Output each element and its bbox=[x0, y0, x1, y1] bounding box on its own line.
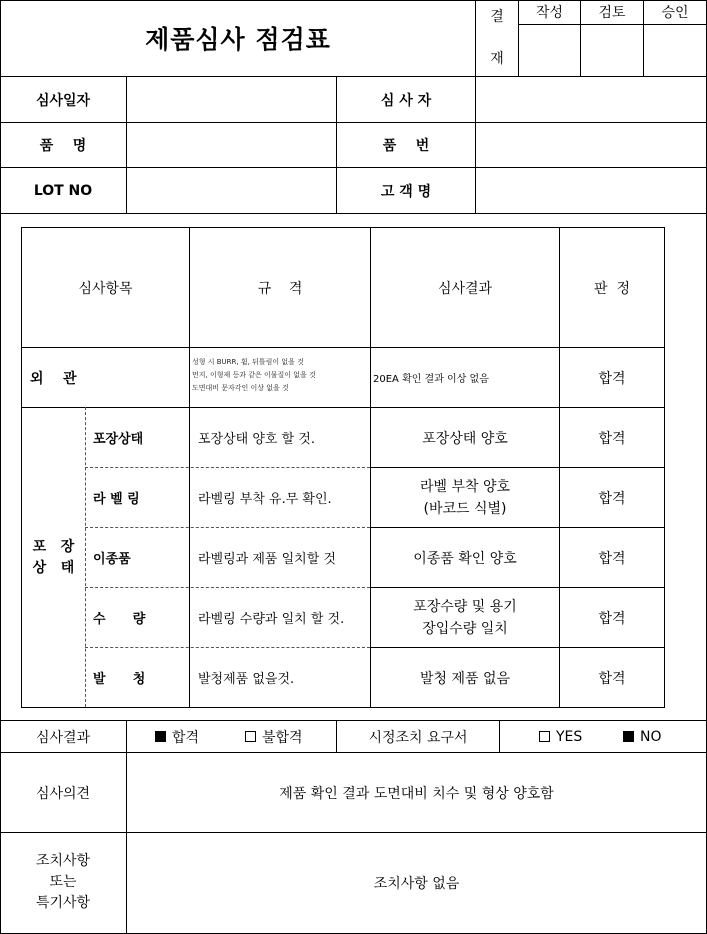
unchecked-box-icon bbox=[539, 731, 550, 742]
packaging-row-result: 포장상태 양호 bbox=[422, 430, 508, 447]
product-name-field[interactable] bbox=[127, 123, 336, 167]
packaging-row-item: 포장상태 bbox=[93, 432, 144, 447]
col-header-judgment: 판 정 bbox=[594, 280, 630, 297]
quantity-row-item: 수 량 bbox=[93, 612, 146, 627]
mixed-product-row-judgment: 합격 bbox=[598, 550, 626, 567]
lot-number-field[interactable] bbox=[127, 168, 336, 213]
yes-checkbox[interactable]: YES bbox=[539, 721, 609, 752]
appearance-label: 외 관 bbox=[30, 370, 77, 387]
appearance-spec: 성형 시 BURR, 휨, 뒤틀림이 없을 것 먼지, 이형제 등과 같은 이물질이 없을 것 도면대비 문자각인 이상 없을 것 bbox=[192, 358, 316, 392]
opinion-value[interactable]: 제품 확인 결과 도면대비 치수 및 형상 양호함 bbox=[279, 785, 554, 802]
quantity-row-judgment: 합격 bbox=[598, 610, 626, 627]
part-number-label: 품 번 bbox=[382, 138, 430, 154]
approval-col-approve: 승인 bbox=[661, 5, 689, 21]
action-value[interactable]: 조치사항 없음 bbox=[373, 875, 460, 892]
approval-sign-approve[interactable] bbox=[644, 25, 706, 75]
unchecked-box-icon bbox=[245, 731, 256, 742]
checked-box-icon bbox=[155, 731, 166, 742]
rust-row-spec: 발청제품 없을것. bbox=[198, 672, 295, 687]
packaging-row-spec: 포장상태 양호 할 것. bbox=[198, 432, 315, 447]
approval-sign-written[interactable] bbox=[519, 25, 580, 75]
no-checkbox[interactable]: NO bbox=[623, 721, 693, 752]
packaging-row-judgment: 합격 bbox=[598, 430, 626, 447]
col-header-spec: 규 격 bbox=[257, 280, 303, 297]
audit-date-field[interactable] bbox=[127, 77, 336, 122]
mixed-product-row-spec: 라벨링과 제품 일치할 것 bbox=[198, 552, 336, 567]
rust-row-judgment: 합격 bbox=[598, 670, 626, 687]
labeling-row-result: 라벨 부착 양호 (바코드 식별) bbox=[419, 478, 511, 517]
pass-checkbox[interactable]: 합격 bbox=[155, 721, 235, 752]
mixed-product-row-result: 이종품 확인 양호 bbox=[413, 550, 517, 567]
approval-col-written: 작성 bbox=[535, 5, 564, 21]
auditor-label: 심 사 자 bbox=[380, 92, 432, 109]
checked-box-icon bbox=[623, 731, 634, 742]
approval-side-bottom: 재 bbox=[490, 51, 504, 67]
action-label: 조치사항 또는 특기사항 bbox=[35, 853, 91, 911]
auditor-field[interactable] bbox=[476, 77, 706, 122]
customer-label: 고 객 명 bbox=[380, 183, 432, 200]
corrective-action-label: 시정조치 요구서 bbox=[368, 729, 468, 746]
quantity-row-result: 포장수량 및 용기 장입수량 일치 bbox=[413, 598, 517, 637]
page-title: 제품심사 점검표 bbox=[145, 25, 331, 54]
lot-number-label: LOT NO bbox=[33, 182, 93, 199]
approval-sign-review[interactable] bbox=[581, 25, 643, 75]
col-header-item: 심사항목 bbox=[78, 280, 133, 297]
quantity-row-spec: 라벨링 수량과 일치 할 것. bbox=[198, 612, 345, 627]
labeling-row-item: 라 벨 링 bbox=[93, 492, 140, 507]
customer-field[interactable] bbox=[476, 168, 706, 213]
packaging-group-label: 포 장 상 태 bbox=[32, 538, 75, 576]
fail-checkbox[interactable]: 불합격 bbox=[245, 721, 335, 752]
mixed-product-row-item: 이종품 bbox=[93, 552, 131, 567]
opinion-label: 심사의견 bbox=[35, 785, 91, 802]
approval-side-top: 결 bbox=[490, 9, 504, 25]
labeling-row-spec: 라벨링 부착 유.무 확인. bbox=[198, 492, 332, 507]
part-number-field[interactable] bbox=[476, 123, 706, 167]
product-name-label: 품 명 bbox=[39, 138, 87, 154]
audit-date-label: 심사일자 bbox=[35, 92, 91, 109]
rust-row-result: 발청 제품 없음 bbox=[419, 670, 511, 687]
rust-row-item: 발 청 bbox=[93, 672, 146, 687]
labeling-row-judgment: 합격 bbox=[598, 490, 626, 507]
appearance-judgment: 합격 bbox=[598, 370, 626, 387]
appearance-result: 20EA 확인 결과 이상 없음 bbox=[373, 374, 489, 385]
approval-col-review: 검토 bbox=[598, 5, 626, 21]
result-label: 심사결과 bbox=[35, 729, 91, 746]
col-header-result: 심사결과 bbox=[437, 280, 493, 297]
